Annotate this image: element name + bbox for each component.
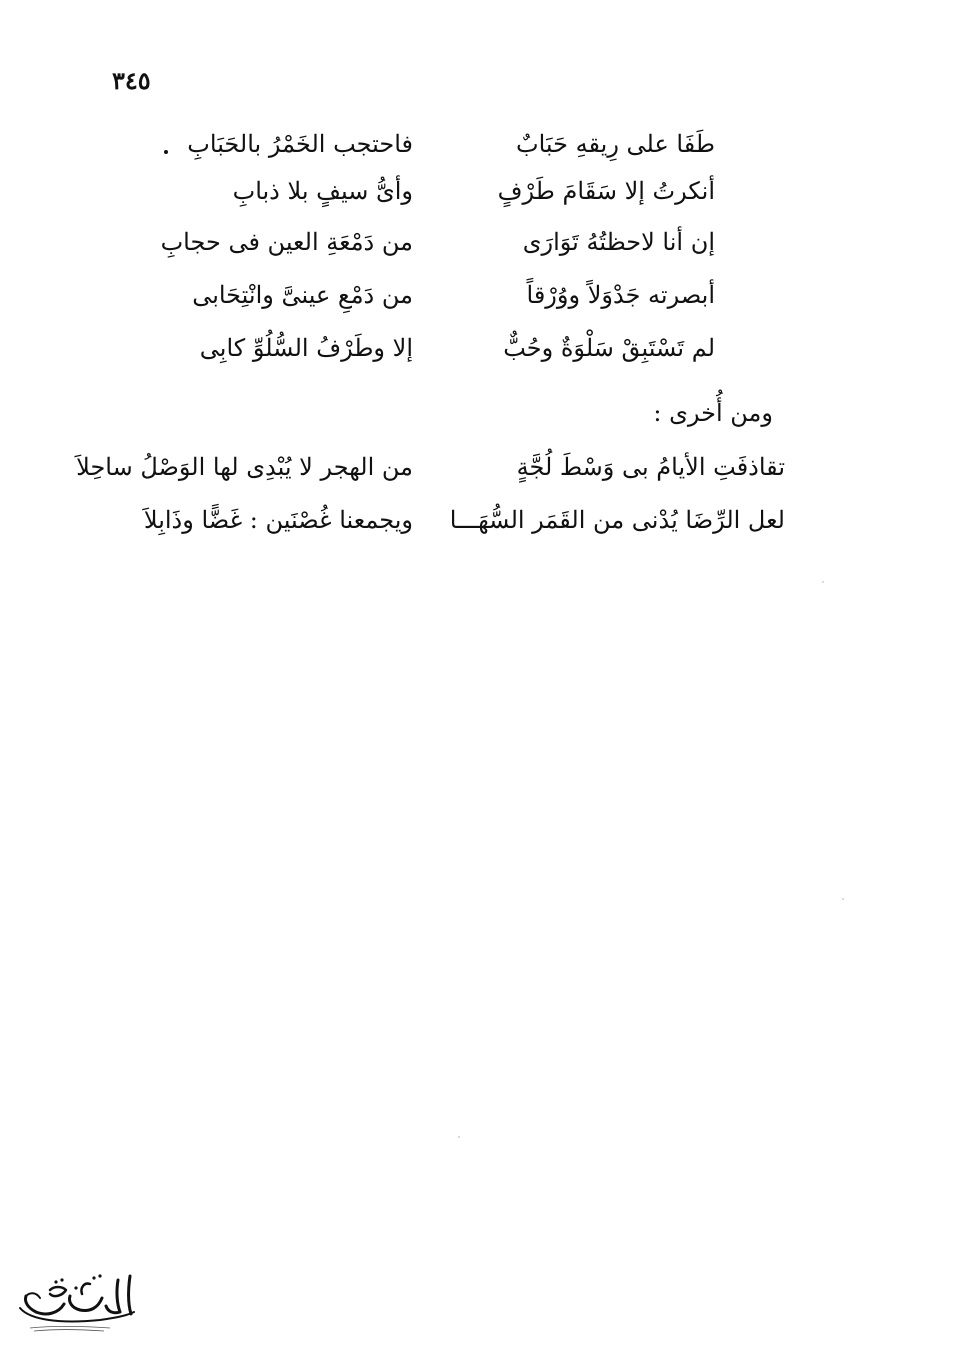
poem-1-line-2-left: وأىُّ سيفٍ بلا ذبابِ	[232, 177, 413, 205]
poem-1-line-3-left: من دَمْعَةِ العين فى حجابِ	[160, 228, 413, 256]
line-dot-mark	[164, 150, 168, 154]
scan-speck	[458, 1136, 460, 1138]
calligraphy-stamp-logo	[10, 1268, 140, 1334]
poem-1-line-5-right: لم تَسْتَبِقْ سَلْوَةٌ وحُبٌّ	[503, 334, 715, 362]
page-number: ٣٤٥	[112, 66, 151, 95]
poem-1-line-1-left: فاحتجب الخَمْرُ بالحَبَابِ	[187, 130, 413, 158]
scan-speck	[822, 581, 824, 583]
poem-1-line-4-left: من دَمْعِ عينىَّ وانْتِحَابى	[192, 281, 413, 309]
poem-2-line-2-right: لعل الرِّضَا يُدْنى من القَمَر السُّهَـــا	[449, 506, 785, 534]
poem-1-line-1-right: طَفَا على رِيقهِ حَبَابٌ	[516, 130, 715, 158]
poem-1-line-5-left: إلا وطَرْفُ السُّلُوِّ كابِى	[199, 334, 413, 362]
poem-2-line-1-left: من الهجر لا يُبْدِى لها الوَصْلُ ساحِلاَ	[76, 453, 413, 481]
poem-2-line-2-left: ويجمعنا غُصْنَين : غَضًّا وذَابِلاَ	[143, 506, 413, 534]
section-intro: ومن أُخرى :	[653, 399, 773, 427]
poem-1-line-4-right: أبصرته جَدْوَلاً ووُرْقاً	[526, 281, 715, 309]
poem-1-line-2-right: أنكرتُ إلا سَقَامَ طَرْفٍ	[497, 177, 715, 205]
poem-2-line-1-right: تقاذفَتِ الأيامُ بى وَسْطَ لُجَّةٍ	[516, 453, 785, 481]
poem-1-line-3-right: إن أنا لاحظتُهُ تَوَارَى	[522, 228, 715, 256]
scan-speck	[842, 898, 844, 900]
